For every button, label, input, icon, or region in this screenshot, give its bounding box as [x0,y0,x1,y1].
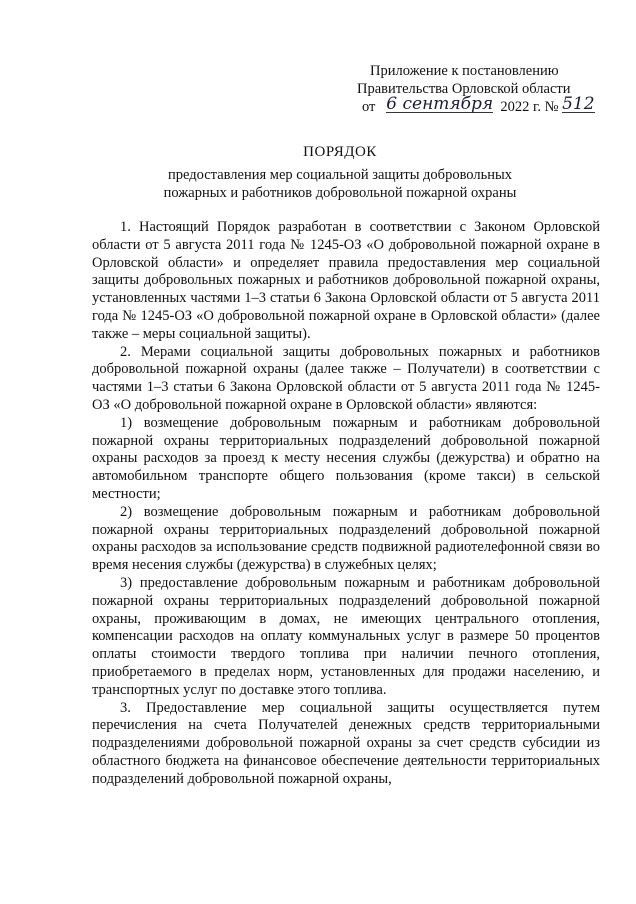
paragraph-2: 2. Мерами социальной защиты добровольных пожарных и работников добровольной пожарной охраны (далее также – Получатели) в соответствии с частями 1–3 статьи 6 Закона Орловской области от 5 августа 2011 года № 1245-ОЗ «О добровольной пожарной охране в Орловской области» являются: [92,343,600,413]
handwritten-date: 6 сентября [386,94,494,114]
title-subtitle-line-1: предоставления мер социальной защиты добровольных [168,167,512,183]
paragraph-1: 1. Настоящий Порядок разработан в соответствии с Законом Орловской области от 5 августа 2011 года № 1245-ОЗ «О добровольной пожарной охране в Орловской области» и определяет правила предоставления мер социальной защиты добровольных пожарных и работников добровольной пожарной охраны, установленных частями 1–3 статьи 6 Закона Орловской области от 5 августа 2011 года № 1245-ОЗ «О добровольной пожарной охране в Орловской области» (далее также – меры социальной защиты). [92,219,600,342]
handwritten-number: 512 [562,94,595,114]
document-body [92,219,600,789]
title-subtitle-line-2: пожарных и работников добровольной пожарной охраны [163,185,517,201]
year-label: 2022 г. № [500,99,559,115]
title-heading: ПОРЯДОК [303,144,377,160]
list-item-3: 3) предоставление добровольным пожарным и работникам добровольной пожарной охраны территориальных подразделений добровольной пожарной охраны, проживающим в домах, не имеющих центрального отопления, компенсации расходов на оплату коммунальных услуг в размере 50 процентов оплаты стоимости твердого топлива при наличии печного отопления, приобретаемого в пределах норм, установленных для продажи населению, и транспортных услуг по доставке этого топлива. [92,574,600,698]
list-item-1: 1) возмещение добровольным пожарным и работникам добровольной пожарной охраны территориальных подразделений добровольной пожарной охраны расходов за проезд к месту несения службы (дежурства) и обратно на автомобильном транспорте общего пользования (кроме такси) в сельской местности; [92,414,600,502]
paragraph-3: 3. Предоставление мер социальной защиты осуществляется путем перечисления на счета Получателей денежных средств территориальными подразделениями добровольной пожарной охраны за счет средств субсидии из областного бюджета на финансовое обеспечение деятельности территориальных подразделений добровольной пожарной охраны, [92,699,600,787]
document-title [60,143,620,202]
appendix-line-3 [330,94,620,116]
from-label: от [362,99,376,115]
appendix-line-2: Правительства Орловской области [357,81,571,97]
appendix-line-1: Приложение к постановлению [370,63,559,79]
list-item-2: 2) возмещение добровольным пожарным и работникам добровольной пожарной охраны территориальных подразделений добровольной пожарной охраны расходов за использование средств подвижной радиотелефонной связи во время несения службы (дежурства) в служебных целях; [92,503,600,574]
appendix-header [330,62,620,116]
